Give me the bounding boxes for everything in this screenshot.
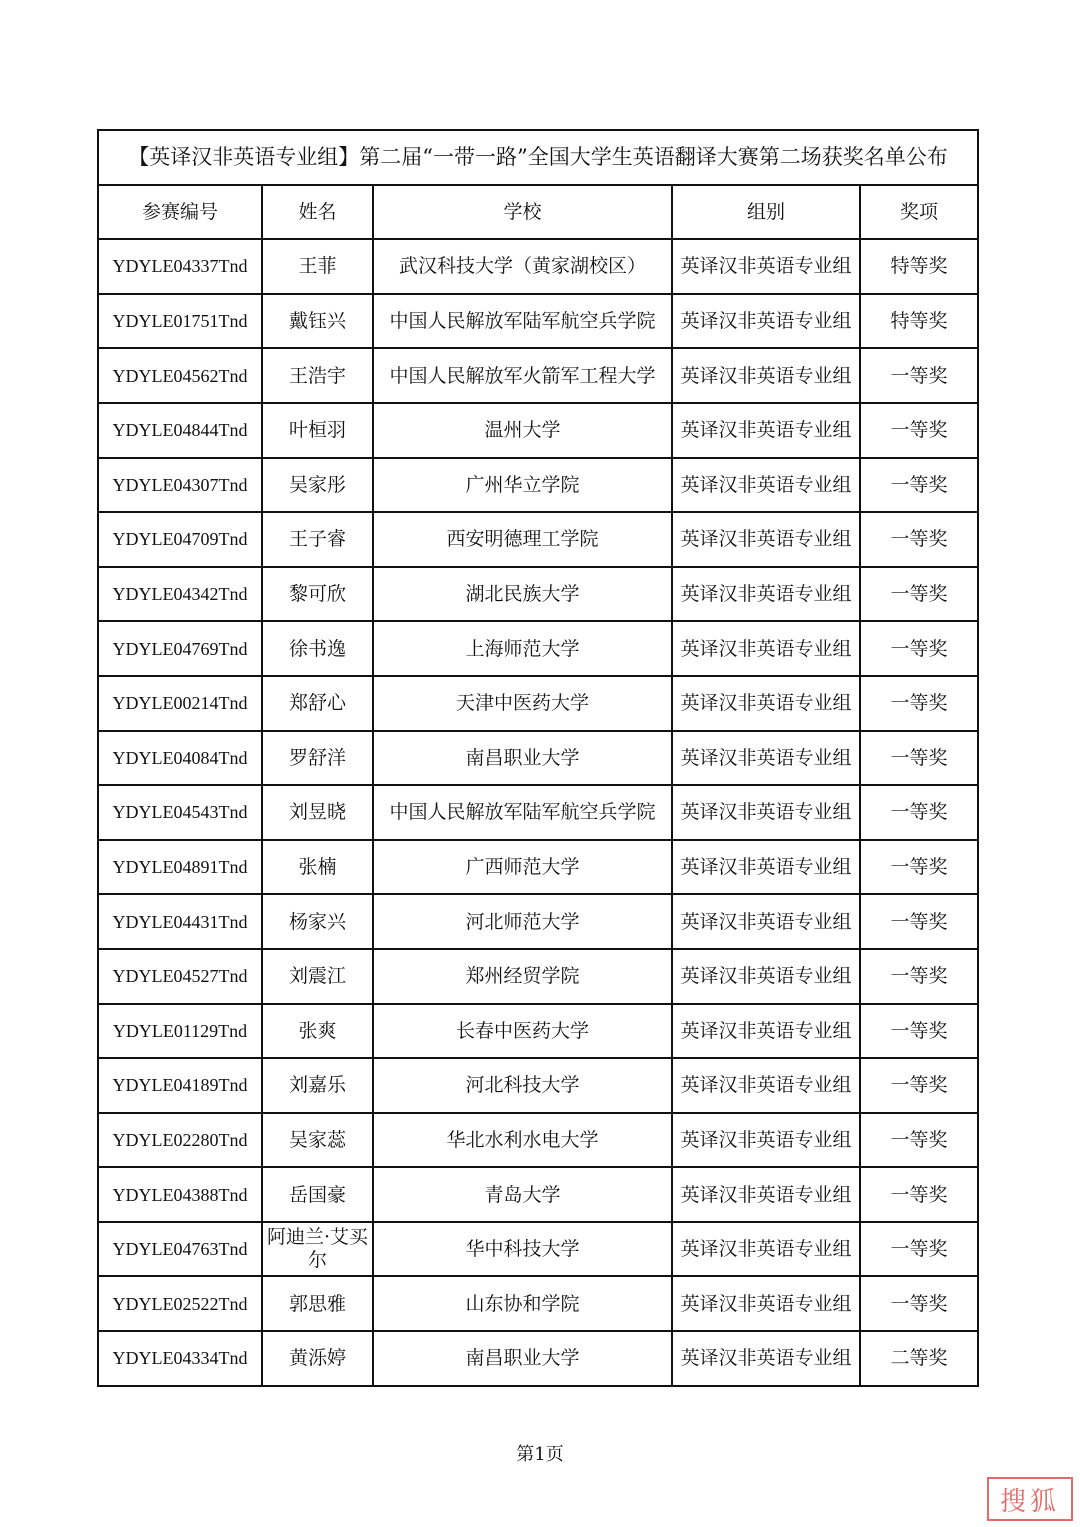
cell-group: 英译汉非英语专业组 — [672, 731, 860, 786]
cell-id: YDYLE04189Tnd — [98, 1058, 262, 1113]
cell-school: 南昌职业大学 — [373, 731, 672, 786]
cell-school: 长春中医药大学 — [373, 1004, 672, 1059]
cell-name: 王子睿 — [262, 512, 373, 567]
cell-school: 山东协和学院 — [373, 1276, 672, 1331]
cell-name: 刘震江 — [262, 949, 373, 1004]
cell-school: 南昌职业大学 — [373, 1331, 672, 1386]
cell-name: 刘昱晓 — [262, 785, 373, 840]
cell-group: 英译汉非英语专业组 — [672, 840, 860, 895]
cell-award: 一等奖 — [860, 676, 978, 731]
cell-id: YDYLE04562Tnd — [98, 348, 262, 403]
cell-award: 一等奖 — [860, 731, 978, 786]
cell-school: 广州华立学院 — [373, 458, 672, 513]
cell-id: YDYLE04844Tnd — [98, 403, 262, 458]
cell-name: 岳国豪 — [262, 1167, 373, 1222]
cell-group: 英译汉非英语专业组 — [672, 1113, 860, 1168]
cell-award: 一等奖 — [860, 1167, 978, 1222]
cell-award: 一等奖 — [860, 949, 978, 1004]
cell-group: 英译汉非英语专业组 — [672, 294, 860, 349]
cell-id: YDYLE04388Tnd — [98, 1167, 262, 1222]
cell-school: 温州大学 — [373, 403, 672, 458]
table-row — [98, 621, 978, 676]
table-row — [98, 512, 978, 567]
cell-id: YDYLE04084Tnd — [98, 731, 262, 786]
table-row — [98, 949, 978, 1004]
table-title: 【英译汉非英语专业组】第二届“一带一路”全国大学生英语翻译大赛第二场获奖名单公布 — [98, 130, 978, 185]
cell-award: 一等奖 — [860, 621, 978, 676]
table-row — [98, 1004, 978, 1059]
cell-id: YDYLE04527Tnd — [98, 949, 262, 1004]
cell-name: 戴钰兴 — [262, 294, 373, 349]
cell-award: 一等奖 — [860, 894, 978, 949]
cell-group: 英译汉非英语专业组 — [672, 1276, 860, 1331]
cell-school: 武汉科技大学（黄家湖校区） — [373, 239, 672, 294]
cell-name: 杨家兴 — [262, 894, 373, 949]
table-row — [98, 785, 978, 840]
cell-group: 英译汉非英语专业组 — [672, 785, 860, 840]
header-award: 奖项 — [860, 185, 978, 240]
cell-group: 英译汉非英语专业组 — [672, 348, 860, 403]
table-row — [98, 1113, 978, 1168]
cell-award: 一等奖 — [860, 458, 978, 513]
cell-id: YDYLE04431Tnd — [98, 894, 262, 949]
table-row — [98, 239, 978, 294]
cell-group: 英译汉非英语专业组 — [672, 1222, 860, 1277]
cell-name: 吴家彤 — [262, 458, 373, 513]
cell-id: YDYLE04769Tnd — [98, 621, 262, 676]
cell-school: 上海师范大学 — [373, 621, 672, 676]
cell-award: 一等奖 — [860, 348, 978, 403]
cell-name: 阿迪兰·艾买尔 — [262, 1222, 373, 1277]
cell-name: 刘嘉乐 — [262, 1058, 373, 1113]
cell-id: YDYLE04342Tnd — [98, 567, 262, 622]
cell-id: YDYLE04543Tnd — [98, 785, 262, 840]
page-number: 第1页 — [516, 1444, 564, 1465]
cell-group: 英译汉非英语专业组 — [672, 512, 860, 567]
cell-school: 郑州经贸学院 — [373, 949, 672, 1004]
cell-name: 张楠 — [262, 840, 373, 895]
cell-award: 一等奖 — [860, 785, 978, 840]
cell-group: 英译汉非英语专业组 — [672, 1167, 860, 1222]
header-id: 参赛编号 — [98, 185, 262, 240]
cell-name: 王浩宇 — [262, 348, 373, 403]
cell-id: YDYLE04763Tnd — [98, 1222, 262, 1277]
cell-name: 吴家蕊 — [262, 1113, 373, 1168]
header-group: 组别 — [672, 185, 860, 240]
cell-school: 华北水利水电大学 — [373, 1113, 672, 1168]
cell-group: 英译汉非英语专业组 — [672, 1331, 860, 1386]
cell-name: 郭思雅 — [262, 1276, 373, 1331]
cell-award: 一等奖 — [860, 840, 978, 895]
header-name: 姓名 — [262, 185, 373, 240]
cell-school: 中国人民解放军陆军航空兵学院 — [373, 294, 672, 349]
cell-award: 一等奖 — [860, 403, 978, 458]
table-row — [98, 894, 978, 949]
cell-id: YDYLE01129Tnd — [98, 1004, 262, 1059]
table-row — [98, 1276, 978, 1331]
cell-award: 一等奖 — [860, 512, 978, 567]
cell-award: 一等奖 — [860, 1058, 978, 1113]
cell-name: 郑舒心 — [262, 676, 373, 731]
cell-school: 青岛大学 — [373, 1167, 672, 1222]
cell-group: 英译汉非英语专业组 — [672, 1004, 860, 1059]
cell-award: 一等奖 — [860, 1113, 978, 1168]
table-row — [98, 731, 978, 786]
cell-school: 中国人民解放军火箭军工程大学 — [373, 348, 672, 403]
table-row — [98, 1331, 978, 1386]
cell-award: 特等奖 — [860, 239, 978, 294]
cell-id: YDYLE04334Tnd — [98, 1331, 262, 1386]
cell-school: 华中科技大学 — [373, 1222, 672, 1277]
cell-group: 英译汉非英语专业组 — [672, 403, 860, 458]
cell-name: 王菲 — [262, 239, 373, 294]
cell-name: 叶桓羽 — [262, 403, 373, 458]
cell-school: 广西师范大学 — [373, 840, 672, 895]
table-row — [98, 348, 978, 403]
cell-school: 河北科技大学 — [373, 1058, 672, 1113]
cell-id: YDYLE04709Tnd — [98, 512, 262, 567]
table-row — [98, 840, 978, 895]
cell-name: 徐书逸 — [262, 621, 373, 676]
cell-group: 英译汉非英语专业组 — [672, 676, 860, 731]
award-table — [97, 129, 979, 1387]
cell-name: 张爽 — [262, 1004, 373, 1059]
table-row — [98, 1167, 978, 1222]
cell-id: YDYLE02522Tnd — [98, 1276, 262, 1331]
cell-group: 英译汉非英语专业组 — [672, 239, 860, 294]
cell-group: 英译汉非英语专业组 — [672, 621, 860, 676]
cell-school: 河北师范大学 — [373, 894, 672, 949]
table-row — [98, 403, 978, 458]
cell-id: YDYLE02280Tnd — [98, 1113, 262, 1168]
cell-id: YDYLE04891Tnd — [98, 840, 262, 895]
cell-school: 天津中医药大学 — [373, 676, 672, 731]
table-row — [98, 567, 978, 622]
cell-group: 英译汉非英语专业组 — [672, 567, 860, 622]
cell-award: 一等奖 — [860, 1276, 978, 1331]
watermark-seal: 搜狐 — [987, 1477, 1073, 1521]
cell-id: YDYLE04337Tnd — [98, 239, 262, 294]
table-row — [98, 676, 978, 731]
cell-school: 西安明德理工学院 — [373, 512, 672, 567]
cell-group: 英译汉非英语专业组 — [672, 458, 860, 513]
cell-name: 黎可欣 — [262, 567, 373, 622]
table-row — [98, 1058, 978, 1113]
title-row — [98, 130, 978, 185]
header-row — [98, 185, 978, 240]
cell-name: 黄泺婷 — [262, 1331, 373, 1386]
cell-name: 罗舒洋 — [262, 731, 373, 786]
cell-group: 英译汉非英语专业组 — [672, 894, 860, 949]
cell-school: 中国人民解放军陆军航空兵学院 — [373, 785, 672, 840]
cell-award: 一等奖 — [860, 1004, 978, 1059]
cell-group: 英译汉非英语专业组 — [672, 949, 860, 1004]
cell-award: 一等奖 — [860, 567, 978, 622]
table-row — [98, 1222, 978, 1277]
cell-award: 一等奖 — [860, 1222, 978, 1277]
cell-id: YDYLE04307Tnd — [98, 458, 262, 513]
cell-award: 二等奖 — [860, 1331, 978, 1386]
cell-id: YDYLE00214Tnd — [98, 676, 262, 731]
cell-award: 特等奖 — [860, 294, 978, 349]
table-row — [98, 294, 978, 349]
header-school: 学校 — [373, 185, 672, 240]
table-row — [98, 458, 978, 513]
cell-group: 英译汉非英语专业组 — [672, 1058, 860, 1113]
cell-school: 湖北民族大学 — [373, 567, 672, 622]
cell-id: YDYLE01751Tnd — [98, 294, 262, 349]
